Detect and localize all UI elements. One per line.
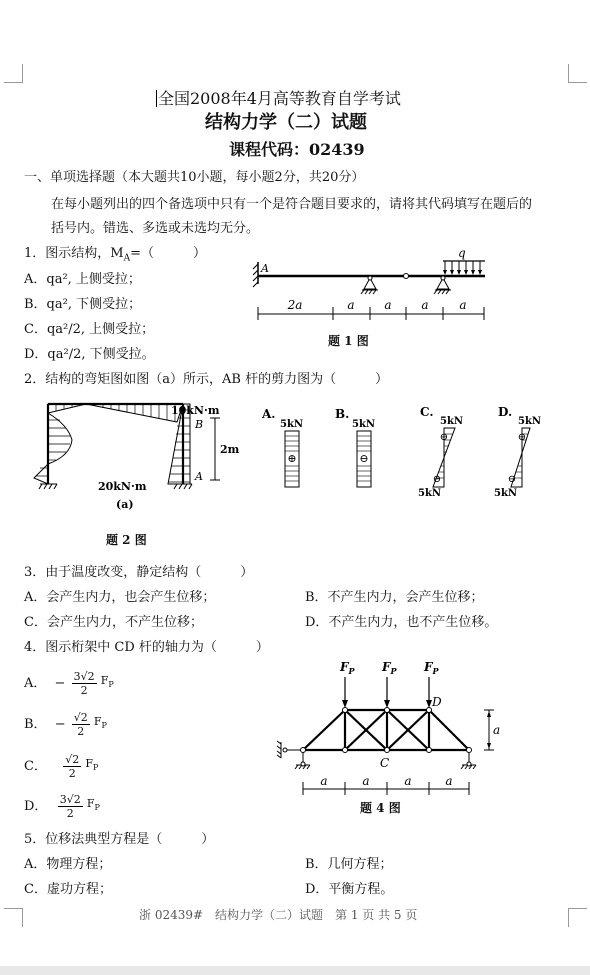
q1-option-c: C．qa²/2, 上侧受拉； [24,322,155,337]
q5-option-c: C．虚功方程； [24,882,112,897]
q2-sub-label: (a) [116,498,134,511]
q4-option-c: C． $\frac{√2}{2}$ $F_P$ [24,753,99,780]
q5-option-a: A．物理方程； [24,857,112,872]
q4-label-d: D [432,695,442,709]
q1-dim-5: a [459,298,467,312]
q2-option-c-bottom-sign: ⊖ [432,474,442,485]
q2-option-c-top: 5kN [440,416,464,427]
q4-stem: 4．图示桁架中 CD 杆的轴力为（ ） [24,640,269,655]
q3-option-b: B．不产生内力，会产生位移； [305,590,484,605]
q2-top-moment: 10kN·m [171,404,220,417]
q1-option-b: B．qa², 下侧受拉； [24,297,142,312]
section-instruction-1: 在每小题列出的四个备选项中只有一个是符合题目要求的，请将其代码填写在题后的 [51,197,533,212]
q4-force-label-1: $F_P$ [340,660,355,676]
exam-title-line2: 结构力学（二）试题 [205,112,367,133]
crop-mark-top-left [4,64,23,83]
q3-option-a: A．会产生内力，也会产生位移； [24,590,216,605]
q4-label-c: C [380,756,390,770]
q2-label-a: A [195,470,203,483]
q4-figure-caption: 题 4 图 [360,801,401,815]
q4-height-dim: a [493,723,501,737]
q2-option-d-letter: D. [498,405,513,419]
q4-dim-3: a [404,774,412,788]
crop-mark-top-right [568,64,587,83]
q4-force-label-3: $F_P$ [424,660,439,676]
q2-option-a-letter: A. [262,407,276,421]
text-cursor [156,90,157,107]
q1-dim-1: 2a [287,298,303,312]
q4-option-b: B． − $\frac{√2}{2}$ $F_P$ [24,711,107,738]
crop-mark-bottom-right [568,908,587,927]
q2-bottom-moment: 20kN·m [98,480,147,493]
q5-option-b: B．几何方程； [305,857,393,872]
crop-mark-bottom-left [4,908,23,927]
q4-option-a: A． − $\frac{3√2}{2}$ $F_P$ [24,670,114,697]
course-code: 课程代码：02439 [229,140,365,159]
page-footer: 浙 02439# 结构力学（二）试题 第 1 页 共 5 页 [139,908,418,922]
q1-dim-3: a [384,298,392,312]
section-title: 一、单项选择题（本大题共10小题，每小题2分，共20分） [24,170,365,185]
q2-option-d-bottom-sign: ⊖ [507,474,517,485]
q1-option-d: D．qa²/2, 下侧受拉。 [24,347,155,362]
q5-option-d: D．平衡方程。 [305,882,394,897]
q2-option-d-bottom: 5kN [494,488,518,499]
q2-option-a-sign: ⊕ [287,452,297,465]
q2-option-c-letter: C. [420,405,434,419]
q2-label-b: B [195,418,204,431]
q1-dim-2: a [347,298,355,312]
q4-dim-1: a [320,774,328,788]
q2-option-b-sign: ⊖ [359,452,369,465]
q1-figure-caption: 题 1 图 [328,334,369,348]
viewer-bottom-bar [0,966,590,975]
q2-height-dim: 2m [220,443,240,456]
q4-dim-2: a [362,774,370,788]
q2-option-d-top-sign: ⊕ [517,432,527,443]
q5-stem: 5．位移法典型方程是（ ） [24,832,215,847]
q4-force-label-2: $F_P$ [382,660,397,676]
q2-option-d-top: 5kN [518,416,542,427]
q4-dim-4: a [445,774,453,788]
section-instruction-2: 括号内。错选、多选或未选均无分。 [51,221,260,236]
q3-option-c: C．会产生内力，不产生位移； [24,615,203,630]
q4-option-d: D． $\frac{3√2}{2}$ $F_P$ [24,793,100,820]
q1-option-a: A．qa², 上侧受拉； [24,272,141,287]
q1-load-label: q [458,246,466,260]
q1-dim-4: a [421,298,429,312]
q2-option-c-top-sign: ⊕ [439,432,449,443]
q3-stem: 3．由于温度改变，静定结构（ ） [24,565,254,580]
q2-figure-caption: 题 2 图 [106,533,147,547]
q2-stem: 2．结构的弯矩图如图（a）所示，AB 杆的剪力图为（ ） [24,372,389,387]
q3-option-d: D．不产生内力，也不产生位移。 [305,615,498,630]
q2-option-c-bottom: 5kN [418,488,442,499]
q1-label-a: A [261,262,269,275]
q2-option-a-value: 5kN [280,419,304,430]
exam-title-line1: 全国2008年4月高等教育自学考试 [158,89,401,108]
q2-option-b-value: 5kN [352,419,376,430]
q1-stem: 1．图示结构，$M_A=$（ ） [24,246,206,264]
q2-option-b-letter: B. [335,407,350,421]
